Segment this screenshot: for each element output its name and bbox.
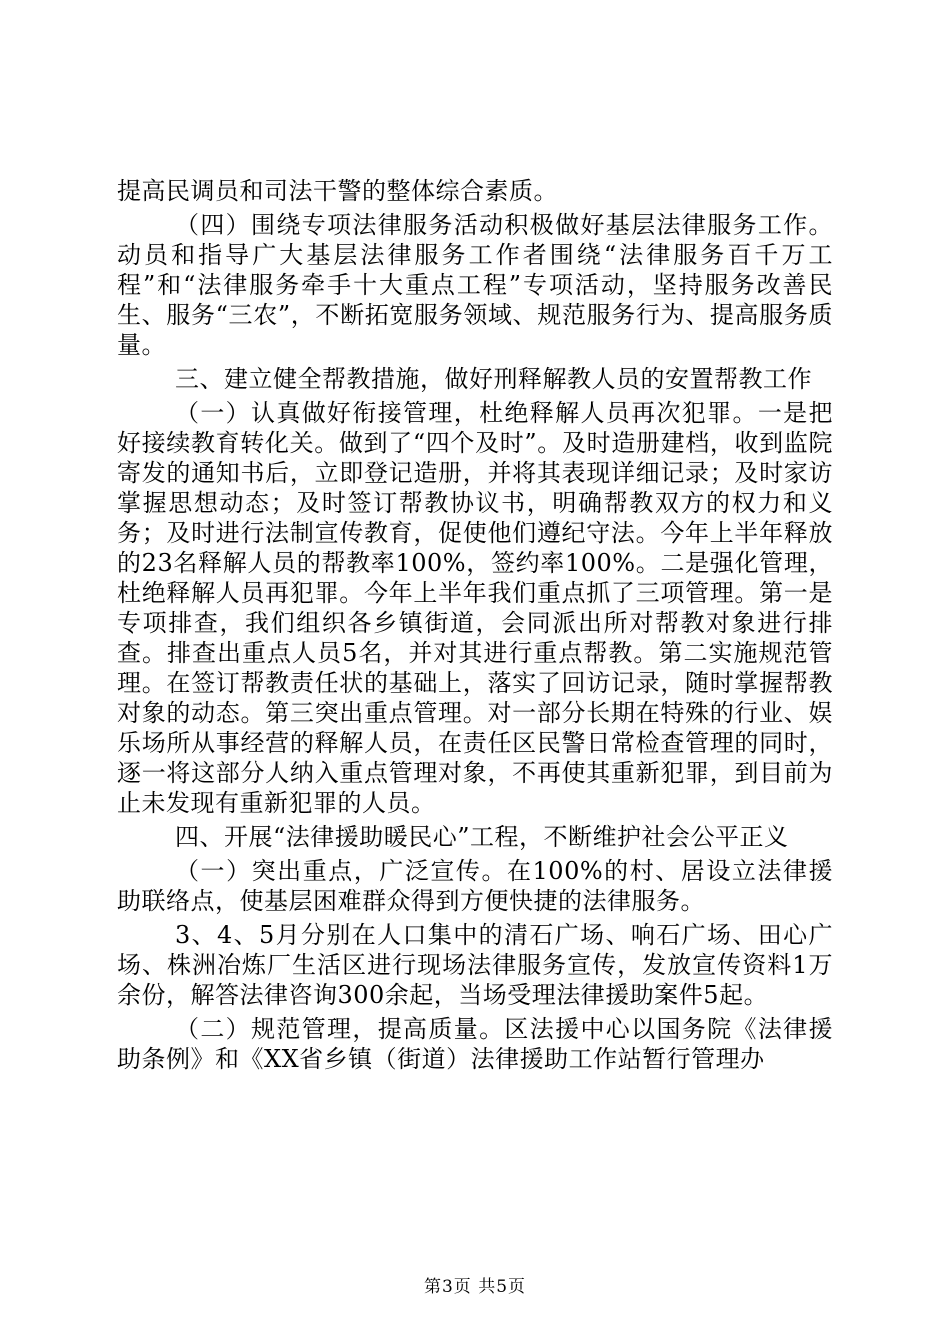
paragraph-2: （四）围绕专项法律服务活动积极做好基层法律服务工作。动员和指导广大基层法律服务工作者围绕“法律服务百千万工程”和“法律服务牵手十大重点工程”专项活动，坚持服务改善民生、服务“三农”，不断拓宽服务领域、规范服务行为、提高服务质量。 <box>117 211 833 359</box>
paragraph-1: 提高民调员和司法干警的整体综合素质。 <box>117 177 558 205</box>
page-footer: 第3页 共5页 <box>423 1277 527 1297</box>
document-body <box>117 176 833 1078</box>
section-heading-4: 四、开展“法律援助暖民心”工程，不断维护社会公平正义 <box>175 823 789 851</box>
paragraph-4: （一）认真做好衔接管理，杜绝释解人员再次犯罪。一是把好接续教育转化关。做到了“四个及时”。及时造册建档，收到监院寄发的通知书后，立即登记造册，并将其表现详细记录；及时家访掌握思想动态；及时签订帮教协议书，明确帮教双方的权力和义务；及时进行法制宣传教育，促使他们遵纪守法。今年上半年释放的23名释解人员的帮教率100%，签约率100%。二是强化管理，杜绝释解人员再犯罪。今年上半年我们重点抓了三项管理。第一是专项排查，我们组织各乡镇街道，会同派出所对帮教对象进行排查。排查出重点人员5名，并对其进行重点帮教。第二实施规范管理。在签订帮教责任状的基础上，落实了回访记录，随时掌握帮教对象的动态。第三突出重点管理。对一部分长期在特殊的行业、娱乐场所从事经营的释解人员，在责任区民警日常检查管理的同时，逐一将这部分人纳入重点管理对象，不再使其重新犯罪，到目前为止未发现有重新犯罪的人员。 <box>117 399 833 817</box>
paragraph-7: 3、4、5月分别在人口集中的清石广场、响石广场、田心广场、株洲冶炼厂生活区进行现场法律服务宣传，发放宣传资料1万余份，解答法律咨询300余起，当场受理法律援助案件5起。 <box>117 921 833 1009</box>
paragraph-6: （一）突出重点，广泛宣传。在100%的村、居设立法律援助联络点，使基层困难群众得到方便快捷的法律服务。 <box>117 857 833 915</box>
paragraph-8: （二）规范管理，提高质量。区法援中心以国务院《法律援助条例》和《XX省乡镇（街道）法律援助工作站暂行管理办 <box>117 1015 833 1073</box>
section-heading-3: 三、建立健全帮教措施，做好刑释解教人员的安置帮教工作 <box>175 365 812 393</box>
